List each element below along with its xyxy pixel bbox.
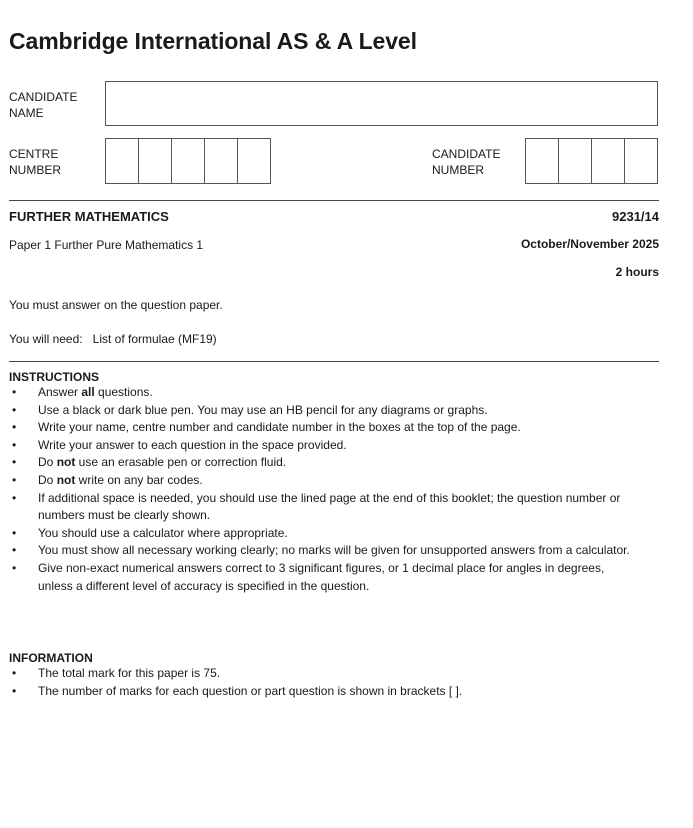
centre-digit-box[interactable] bbox=[172, 139, 205, 183]
bullet-icon: • bbox=[12, 420, 17, 435]
instruction-text: Answer bbox=[38, 385, 82, 399]
instruction-text: Give non-exact numerical answers correct to 3 significant figures, or 1 decimal place for angles in degrees, unless a different level of accuracy is specified in the question. bbox=[38, 560, 605, 593]
candidate-digit-box[interactable] bbox=[559, 139, 592, 183]
candidate-digit-box[interactable] bbox=[625, 139, 658, 183]
instruction-item bbox=[9, 402, 638, 420]
centre-number-label-line2: NUMBER bbox=[9, 163, 62, 177]
instruction-text: use an erasable pen or correction fluid. bbox=[75, 455, 287, 470]
centre-digit-box[interactable] bbox=[238, 139, 271, 183]
information-item bbox=[9, 683, 638, 701]
bullet-icon: • bbox=[12, 683, 17, 698]
materials-value: List of formulae (MF19) bbox=[92, 332, 217, 346]
centre-number-label bbox=[9, 146, 61, 178]
bullet-icon: • bbox=[12, 455, 17, 470]
bullet-icon: • bbox=[12, 560, 17, 575]
instruction-item bbox=[9, 542, 638, 560]
instructions-section bbox=[9, 370, 638, 595]
paper-title: Paper 1 Further Pure Mathematics 1 bbox=[9, 238, 204, 252]
instruction-emphasis: all bbox=[81, 385, 95, 399]
candidate-number-label-line1: CANDIDATE bbox=[432, 147, 501, 161]
bullet-icon: • bbox=[12, 490, 17, 505]
instruction-text: Write your answer to each question in the space provided. bbox=[38, 437, 347, 452]
instruction-item bbox=[9, 437, 638, 455]
subject-title: FURTHER MATHEMATICS bbox=[9, 209, 169, 224]
candidate-number-boxes[interactable] bbox=[525, 138, 658, 184]
instruction-text: Do bbox=[38, 455, 57, 470]
candidate-number-label-line2: NUMBER bbox=[432, 163, 485, 177]
divider bbox=[9, 361, 659, 362]
candidate-name-label-line2: NAME bbox=[9, 106, 44, 120]
paper-code: 9231/14 bbox=[612, 209, 659, 224]
centre-number-boxes[interactable] bbox=[105, 138, 271, 184]
instruction-text: You should use a calculator where appropriate. bbox=[38, 525, 288, 540]
exam-board-title: Cambridge International AS & A Level bbox=[9, 28, 417, 54]
instruction-text: If additional space is needed, you should use the lined page at the end of this booklet; the question number or numbers must be clearly shown. bbox=[38, 490, 621, 523]
instructions-heading: INSTRUCTIONS bbox=[9, 370, 99, 384]
instruction-text: questions. bbox=[94, 385, 153, 399]
information-heading: INFORMATION bbox=[9, 651, 93, 665]
candidate-name-label bbox=[9, 89, 77, 121]
instruction-item bbox=[9, 454, 638, 472]
instructions-list bbox=[9, 384, 638, 595]
information-list bbox=[9, 665, 638, 700]
bullet-icon: • bbox=[12, 543, 17, 558]
instruction-item bbox=[9, 384, 638, 402]
instruction-item bbox=[9, 419, 638, 437]
bullet-icon: • bbox=[12, 385, 17, 399]
candidate-number-label bbox=[432, 146, 500, 178]
instruction-text: You must show all necessary working clearly; no marks will be given for unsupported answers from a calculator. bbox=[38, 543, 630, 558]
information-text: The number of marks for each question or part question is shown in brackets [ ]. bbox=[38, 683, 463, 698]
instruction-item bbox=[9, 560, 638, 595]
materials-needed bbox=[9, 332, 217, 346]
divider bbox=[9, 200, 659, 201]
bullet-icon: • bbox=[12, 525, 17, 540]
bullet-icon: • bbox=[12, 437, 17, 452]
instruction-item bbox=[9, 472, 638, 490]
bullet-icon: • bbox=[12, 472, 17, 487]
centre-digit-box[interactable] bbox=[106, 139, 139, 183]
instruction-emphasis: not bbox=[56, 455, 76, 470]
candidate-digit-box[interactable] bbox=[592, 139, 625, 183]
centre-digit-box[interactable] bbox=[205, 139, 238, 183]
information-section bbox=[9, 651, 638, 700]
materials-label: You will need: bbox=[9, 332, 83, 346]
instruction-text: Use a black or dark blue pen. You may use an HB pencil for any diagrams or graphs. bbox=[38, 402, 488, 417]
bullet-icon: • bbox=[12, 666, 17, 680]
centre-number-label-line1: CENTRE bbox=[9, 147, 59, 161]
answer-instruction: You must answer on the question paper. bbox=[9, 298, 223, 312]
exam-duration: 2 hours bbox=[615, 265, 659, 279]
instruction-item bbox=[9, 525, 638, 543]
candidate-name-label-line1: CANDIDATE bbox=[9, 90, 78, 104]
instruction-emphasis: not bbox=[56, 472, 76, 487]
bullet-icon: • bbox=[12, 402, 17, 417]
instruction-text: Do bbox=[38, 472, 57, 487]
candidate-digit-box[interactable] bbox=[526, 139, 559, 183]
instruction-item bbox=[9, 490, 638, 525]
instruction-text: write on any bar codes. bbox=[75, 472, 203, 487]
exam-session: October/November 2025 bbox=[520, 237, 659, 251]
information-text: The total mark for this paper is 75. bbox=[38, 666, 221, 680]
instruction-text: Write your name, centre number and candidate number in the boxes at the top of the page. bbox=[38, 420, 521, 435]
candidate-name-box[interactable] bbox=[105, 81, 658, 126]
information-item bbox=[9, 665, 638, 683]
centre-digit-box[interactable] bbox=[139, 139, 172, 183]
